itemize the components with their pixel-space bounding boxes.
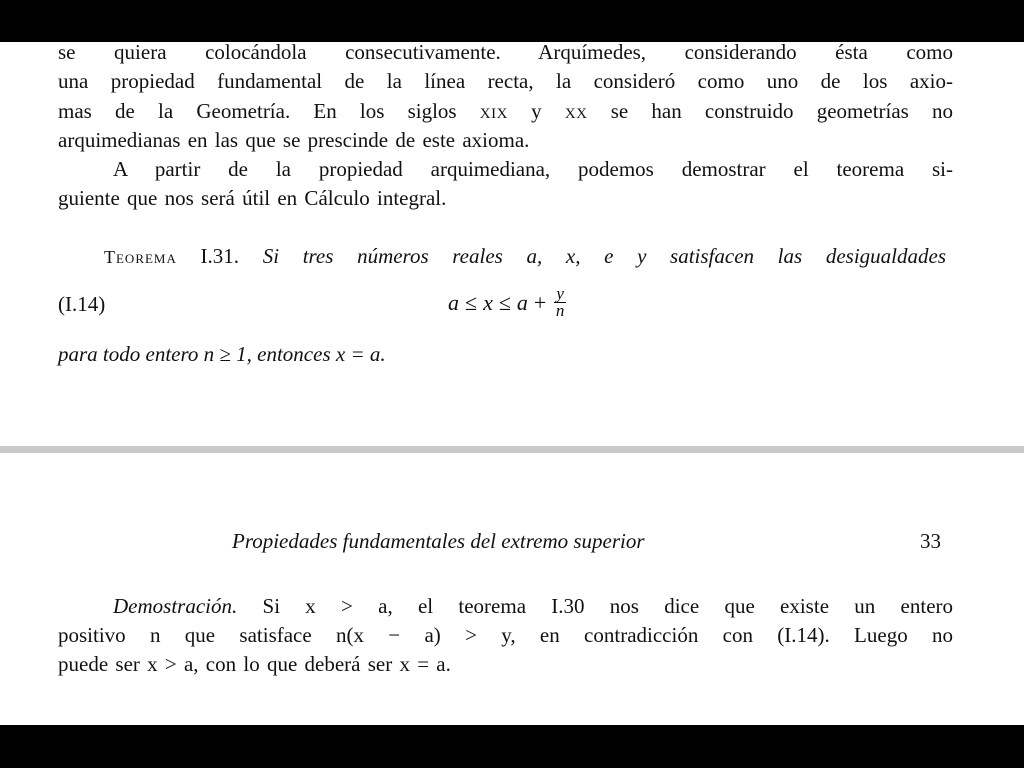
text-line: guiente que nos será útil en Cálculo integral. (58, 186, 447, 210)
proof-line: positivo n que satisface n(x − a) > y, en contradicción con (I.14). Luego no (58, 623, 953, 647)
proof-first-line (58, 592, 953, 620)
text-line: arquimedianas en las que se prescinde de este axioma. (58, 128, 530, 152)
theorem-statement (104, 242, 946, 271)
roman-numeral: xix (479, 99, 508, 123)
plus-symbol: + (533, 289, 547, 315)
fraction (554, 286, 566, 319)
proof-label: Demostración. (113, 594, 238, 618)
page-number: 33 (920, 529, 941, 553)
fraction-denominator: n (555, 301, 565, 320)
theorem-text: Si tres números reales a, x, e y satisfacen las desigualdades (262, 244, 947, 268)
proof-text: Si x > a, el teorema I.30 nos dice que existe un entero (262, 594, 954, 618)
eq-term: a (448, 289, 459, 315)
equation-number: (I.14) (58, 292, 106, 316)
theorem-conclusion: para todo entero n ≥ 1, entonces x = a. (58, 342, 386, 366)
leq-symbol: ≤ (465, 289, 478, 315)
leq-symbol: ≤ (498, 289, 511, 315)
roman-numeral: xx (564, 99, 588, 123)
proof-line: puede ser x > a, con lo que deberá ser x = a. (58, 652, 451, 676)
eq-term: a (516, 289, 528, 315)
running-head: Propiedades fundamentales del extremo superior (232, 529, 645, 553)
text-segment: mas de la Geometría. En los siglos (58, 99, 457, 123)
lower-page (0, 453, 1024, 725)
text-line: una propiedad fundamental de la línea recta, la consideró como uno de los axio- (58, 69, 953, 93)
text-line: se quiera colocándola consecutivamente. Arquímedes, considerando ésta como (58, 42, 953, 64)
text-segment: se han construido geometrías no (610, 99, 954, 123)
upper-page (0, 42, 1024, 446)
fraction-numerator: y (556, 284, 564, 303)
paragraph-first-line: A partir de la propiedad arquimediana, podemos demostrar el teorema si- (113, 157, 953, 181)
eq-term: x (483, 289, 493, 315)
page-divider (0, 446, 1024, 453)
inequality-equation (448, 286, 566, 319)
text-segment: y (531, 99, 542, 123)
text-line (58, 97, 953, 125)
theorem-number: I.31. (200, 244, 240, 268)
theorem-label: Teorema (104, 247, 177, 267)
